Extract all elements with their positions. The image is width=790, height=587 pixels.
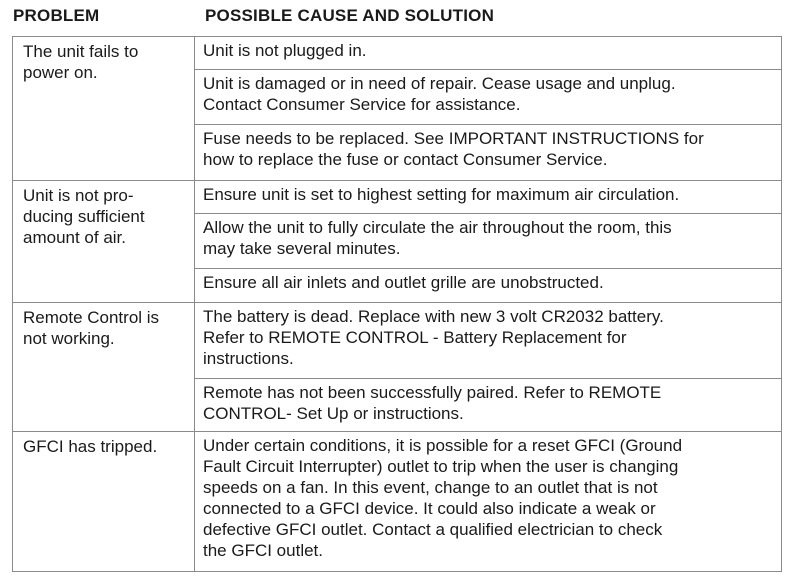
solution-cell: Fuse needs to be replaced. See IMPORTANT INSTRUCTIONS for how to replace the fuse or contact Consumer Service. (195, 125, 782, 180)
table-row-group (13, 181, 782, 303)
problem-cell: GFCI has tripped. (13, 432, 195, 571)
problem-cell: The unit fails to power on. (13, 37, 195, 180)
problem-cell: Remote Control is not working. (13, 303, 195, 431)
cause-column-header: POSSIBLE CAUSE AND SOLUTION (205, 6, 495, 25)
problem-cell: Unit is not pro- ducing sufficient amount of air. (13, 181, 195, 302)
solution-cell: Ensure all air inlets and outlet grille are unobstructed. (195, 269, 782, 302)
solution-cell: Ensure unit is set to highest setting for maximum air circulation. (195, 181, 782, 214)
solution-cell: Allow the unit to fully circulate the air throughout the room, this may take several minutes. (195, 214, 782, 269)
table-row-group (13, 303, 782, 432)
solutions-column (195, 303, 782, 431)
solution-cell: Remote has not been successfully paired. Refer to REMOTE CONTROL- Set Up or instructions. (195, 379, 782, 431)
troubleshooting-table (12, 36, 782, 572)
table-row-group (13, 432, 782, 572)
solutions-column (195, 181, 782, 302)
solutions-column (195, 432, 782, 571)
solution-cell: Unit is not plugged in. (195, 37, 782, 70)
table-row-group (13, 37, 782, 181)
solution-cell: The battery is dead. Replace with new 3 volt CR2032 battery. Refer to REMOTE CONTROL - Battery Replacement for instructions. (195, 303, 782, 379)
solutions-column (195, 37, 782, 180)
solution-cell: Under certain conditions, it is possible for a reset GFCI (Ground Fault Circuit Interrupter) outlet to trip when the user is changing speeds on a fan. In this event, change to an outlet that is not connected to a GFCI device. It could also indicate a weak or defective GFCI outlet. Contact a qualified electrician to check the GFCI outlet. (195, 432, 782, 571)
solution-cell: Unit is damaged or in need of repair. Cease usage and unplug. Contact Consumer Service for assistance. (195, 70, 782, 125)
problem-column-header: PROBLEM (13, 6, 100, 25)
